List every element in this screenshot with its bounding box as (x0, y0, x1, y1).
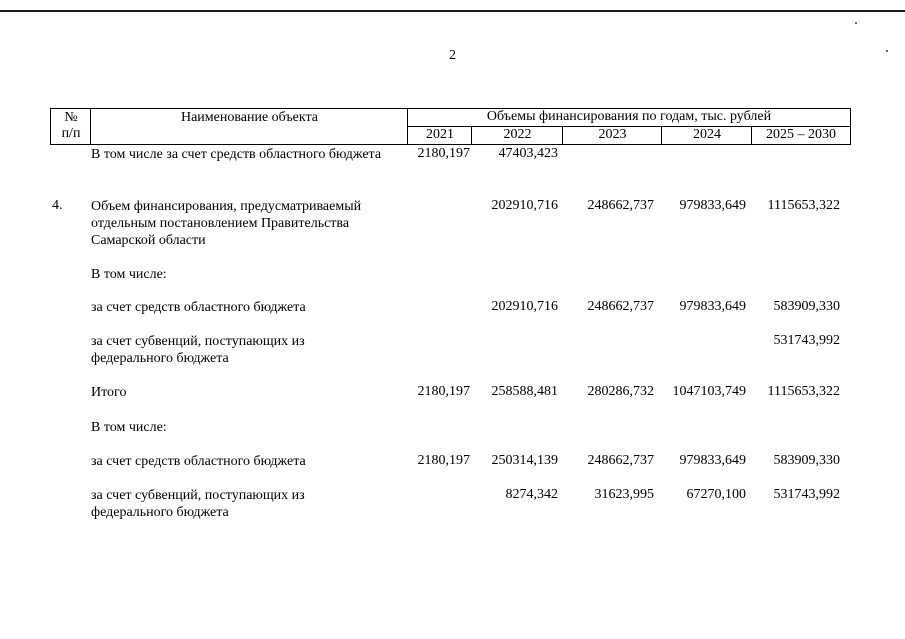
row-name: Объем финансирования, предусматриваемый отдельным постановлением Правительства Самарской области (91, 199, 362, 248)
header-num: № (64, 110, 78, 125)
header-year-2025-2030: 2025 – 2030 (751, 126, 850, 144)
value-2022: 258588,481 (491, 384, 558, 399)
value-2023: 248662,737 (587, 198, 654, 213)
value-2021: 2180,197 (417, 146, 470, 161)
row-name: за счет субвенций, поступающих из федерального бюджета (91, 488, 305, 520)
scan-speck (855, 22, 857, 24)
value-2025-2030: 531743,992 (773, 333, 840, 348)
row-name: В том числе за счет средств областного бюджета (91, 147, 382, 162)
value-2022: 250314,139 (491, 453, 558, 468)
value-2025-2030: 1115653,322 (767, 198, 840, 213)
row-name: за счет средств областного бюджета (91, 454, 306, 469)
row-name: В том числе: (91, 420, 167, 435)
header-year-2024: 2024 (661, 126, 752, 144)
value-2023: 248662,737 (587, 299, 654, 314)
row-name: В том числе: (91, 267, 167, 282)
header-num-sub: п/п (61, 126, 81, 141)
value-2021: 2180,197 (417, 453, 470, 468)
scan-top-border (0, 10, 905, 12)
page-number: 2 (449, 48, 456, 63)
header-name: Наименование объекта (180, 110, 319, 125)
value-2021: 2180,197 (417, 384, 470, 399)
value-2023: 280286,732 (587, 384, 654, 399)
value-2023: 248662,737 (587, 453, 654, 468)
table-header (50, 108, 851, 145)
value-2024: 1047103,749 (672, 384, 746, 399)
header-group: Объемы финансирования по годам, тыс. рублей (407, 108, 850, 126)
value-2025-2030: 583909,330 (773, 453, 840, 468)
value-2025-2030: 1115653,322 (767, 384, 840, 399)
value-2022: 47403,423 (498, 146, 558, 161)
row-name: Итого (91, 385, 127, 400)
value-2025-2030: 531743,992 (773, 487, 840, 502)
header-year-2023: 2023 (562, 126, 662, 144)
header-year-2022: 2022 (471, 126, 563, 144)
row-number: 4. (52, 198, 63, 213)
value-2022: 8274,342 (505, 487, 558, 502)
value-2024: 979833,649 (679, 453, 746, 468)
value-2024: 979833,649 (679, 198, 746, 213)
value-2025-2030: 583909,330 (773, 299, 840, 314)
value-2024: 67270,100 (686, 487, 746, 502)
row-name: за счет средств областного бюджета (91, 300, 306, 315)
value-2023: 31623,995 (594, 487, 654, 502)
row-name: за счет субвенций, поступающих из федерального бюджета (91, 334, 305, 366)
header-year-2021: 2021 (407, 126, 472, 144)
value-2024: 979833,649 (679, 299, 746, 314)
value-2022: 202910,716 (491, 299, 558, 314)
value-2022: 202910,716 (491, 198, 558, 213)
header-num-cell (50, 108, 91, 144)
header-name-cell (90, 108, 408, 144)
